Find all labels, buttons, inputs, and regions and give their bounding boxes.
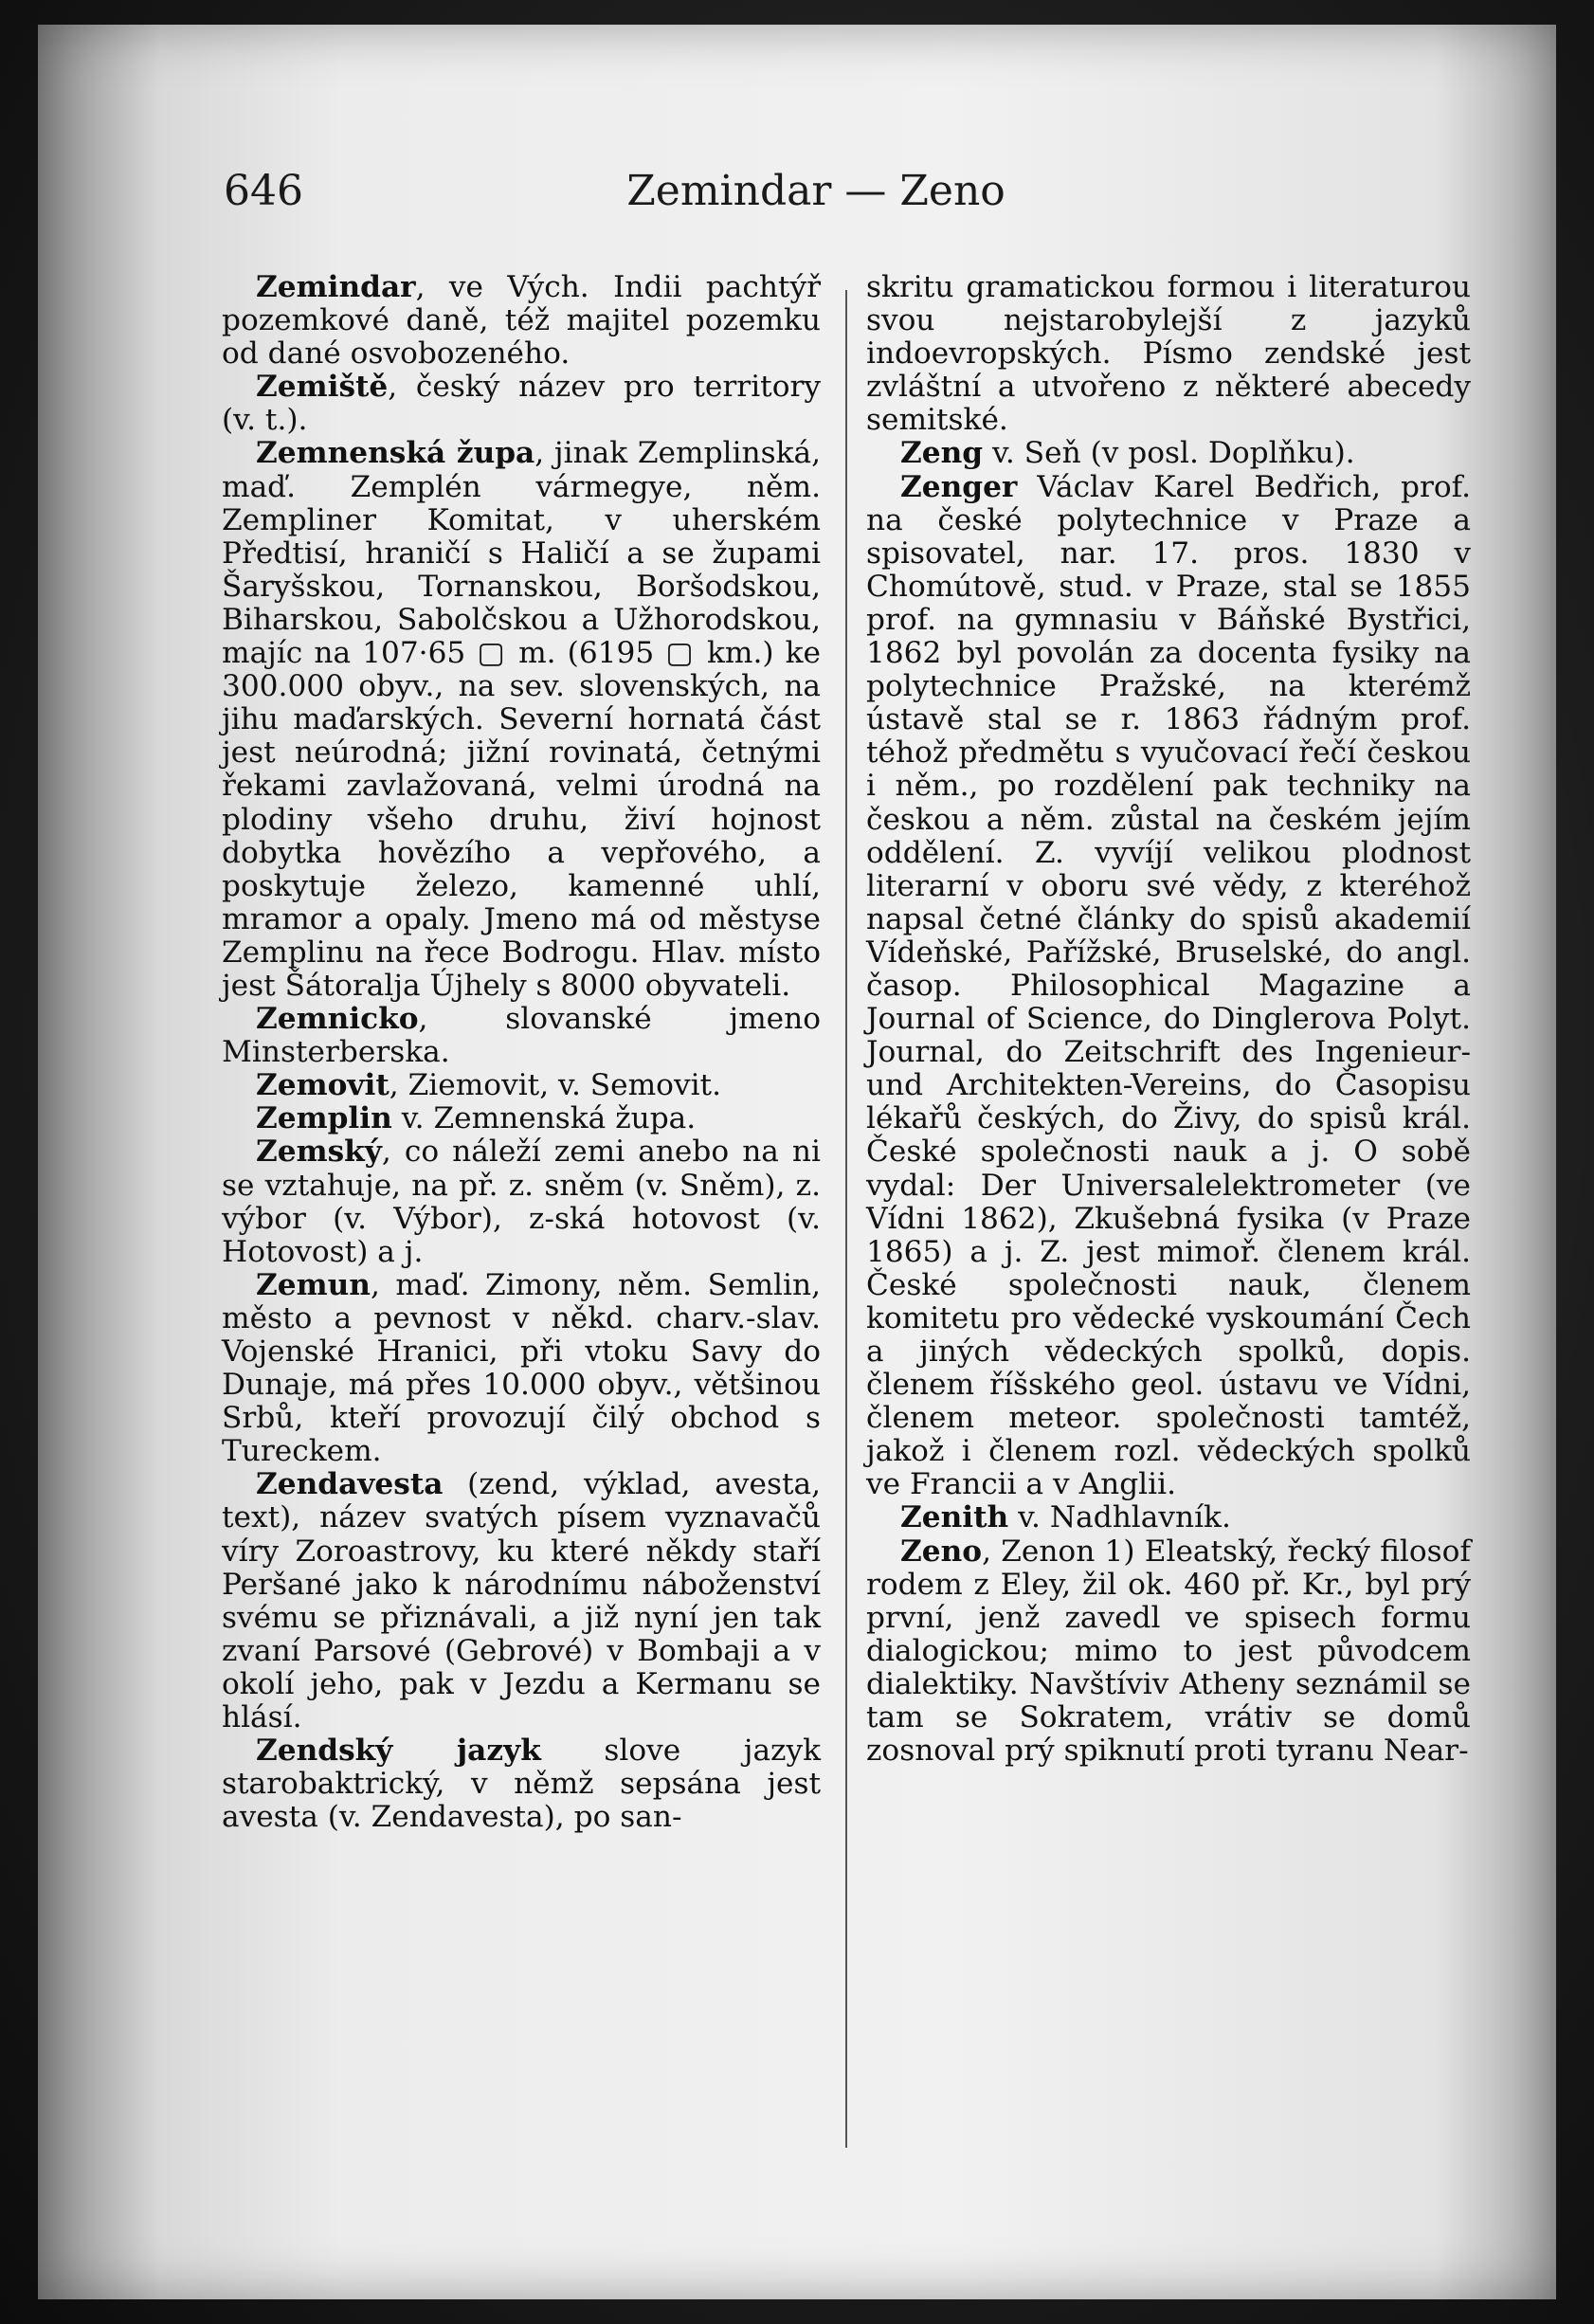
page-header — [38, 167, 1556, 233]
entry-headword: Zeno — [900, 1534, 983, 1569]
right-column — [866, 271, 1471, 1768]
page-number: 646 — [224, 167, 303, 215]
entry-headword: Zemnicko — [256, 1002, 419, 1037]
dictionary-entry — [866, 271, 1471, 437]
entry-text: v. Seň (v posl. Doplňku). — [983, 436, 1355, 471]
entry-headword: Zendský jazyk — [256, 1734, 541, 1769]
entry-text: , Zenon 1) Eleatský, řecký filosof rodem z Eley, žil ok. 460 př. Kr., byl prý první, jenž zavedl ve spisech formu dialogickou; mimo to jest původcem dialektiky. Navštíviv Atheny seznámil se tam se Sokratem, vrátiv se domů zosnoval prý spiknutí proti tyranu Near- — [866, 1534, 1471, 1769]
entry-text: Václav Karel Bedřich, prof. na české polytechnice v Praze a spisovatel, nar. 17. pros. 1830 v Chomútově, stud. v Praze, stal se 1855 prof. na gymnasiu v Báňské Bystřici, 1862 byl povolán za docenta fysiky na polytechnice Pražské, na kterémž ústavě stal se r. 1863 řádným prof. téhož předmětu s vyučovací řečí českou i něm., po rozdělení pak techniky na českou a něm. zůstal na českém jejím oddělení. Z. vyvíjí velikou plodnost literarní v oboru své vědy, z kteréhož napsal četné články do spisů akademií Vídeňské, Pařížské, Bruselské, do angl. časop. Philosophical Magazine a Journal of Science, do Dinglerova Polyt. Journal, do Zeitschrift des Ingenieur- und Architekten-Vereins, do Časopisu lékařů českých, do Živy, do spisů král. České společnosti nauk a j. O sobě vydal: Der Universalelektrometer (ve Vídni 1862), Zkušebná fysika (v Praze 1865) a j. Z. jest mimoř. členem král. České společnosti nauk, členem komitetu pro vědecké vyskoumání Čech a jiných vědeckých spolků, dopis. členem říšského geol. ústavu ve Vídni, členem meteor. společnosti tamtéž, jakož i členem rozl. vědeckých spolků ve Francii a v Anglii. — [866, 469, 1471, 1502]
dictionary-entry — [222, 1135, 821, 1268]
entry-headword: Zemnenská župa — [256, 436, 535, 471]
dictionary-entry — [866, 471, 1471, 1502]
entry-text: , slovanské jmeno Minsterberska. — [222, 1002, 821, 1070]
entry-text: v. Zemnenská župa. — [391, 1101, 697, 1136]
column-divider — [845, 290, 847, 2148]
dictionary-entry — [222, 371, 821, 437]
entry-text: v. Nadhlavník. — [1008, 1500, 1231, 1535]
dictionary-entry — [222, 1102, 821, 1135]
entry-text: , jinak Zemplinská, maď. Zemplén vármegye, něm. Zempliner Komitat, v uherském Předtisí, hraničí s Haličí a se župami Šaryšskou, Tornanskou, Boršodskou, Biharskou, Sabolčskou a Užhorodskou, majíc na 107·65 ▢ m. (6195 ▢ km.) ke 300.000 obyv., na sev. slovenských, na jihu maďarských. Severní hornatá část jest neúrodná; jižní rovinatá, četnými řekami zavlažovaná, velmi úrodná na plodiny všeho druhu, živí hojnost dobytka hovězího a vepřového, a poskytuje železo, kamenné uhlí, mramor a opaly. Jmeno má od městyse Zemplinu na řece Bodrogu. Hlav. místo jest Šátoralja Újhely s 8000 obyvateli. — [222, 436, 821, 1003]
entry-headword: Zendavesta — [256, 1467, 444, 1502]
dictionary-entry — [866, 1501, 1471, 1534]
entry-text: , co náleží zemi anebo na ni se vztahuje, na př. z. sněm (v. Sněm), z. výbor (v. Výbor), z-ská hotovost (v. Hotovost) a j. — [222, 1135, 821, 1269]
entry-headword: Zemovit — [256, 1068, 389, 1103]
dictionary-entry — [222, 1003, 821, 1069]
dictionary-entry — [222, 1069, 821, 1102]
entry-headword: Zeng — [900, 436, 984, 471]
running-title: Zemindar — Zeno — [626, 167, 1005, 215]
entry-headword: Zemplin — [256, 1101, 392, 1136]
entry-headword: Zemun — [256, 1267, 371, 1302]
book-page — [38, 25, 1556, 2299]
dictionary-entry — [222, 437, 821, 1003]
entry-text: slove jazyk starobaktrický, v němž sepsána jest avesta (v. Zendavesta), po san- — [222, 1734, 822, 1835]
entry-headword: Zenger — [900, 469, 1018, 504]
entry-text: , maď. Zimony, něm. Semlin, město a pevnost v někd. charv.-slav. Vojenské Hranici, při vtoku Savy do Dunaje, má přes 10.000 obyv., většinou Srbů, kteří provozují čilý obchod s Tureckem. — [222, 1267, 821, 1469]
dictionary-entry — [866, 1535, 1471, 1769]
dictionary-entry — [222, 1269, 821, 1469]
dictionary-entry — [222, 1468, 821, 1734]
entry-text: skritu gramatickou formou i literaturou svou nejstarobylejší z jazyků indoevropských. Písmo zendské jest zvláštní a utvořeno z některé abecedy semitské. — [866, 270, 1471, 438]
entry-headword: Zemský — [256, 1135, 382, 1170]
entry-headword: Zemindar — [256, 270, 416, 304]
dictionary-entry — [222, 271, 821, 371]
dictionary-entry — [222, 1734, 821, 1834]
left-column — [222, 271, 821, 1834]
entry-headword: Zemiště — [256, 370, 389, 405]
dictionary-entry — [866, 437, 1471, 470]
entry-text: , Ziemovit, v. Semovit. — [389, 1068, 721, 1103]
entry-text: (zend, výklad, avesta, text), název svatých písem vyznavačů víry Zoroastrovy, ku které někdy staří Peršané jako k národnímu náboženství svému se přiznávali, a již nyní jen tak zvaní Parsové (Gebrové) v Bombaji a v okolí jeho, pak v Jezdu a Kermanu se hlásí. — [222, 1467, 821, 1735]
entry-text: , ve Vých. Indii pachtýř pozemkové daně, též majitel pozemku od dané osvobozeného. — [222, 270, 821, 372]
entry-text: , český název pro territory (v. t.). — [222, 370, 821, 438]
entry-headword: Zenith — [900, 1500, 1009, 1535]
